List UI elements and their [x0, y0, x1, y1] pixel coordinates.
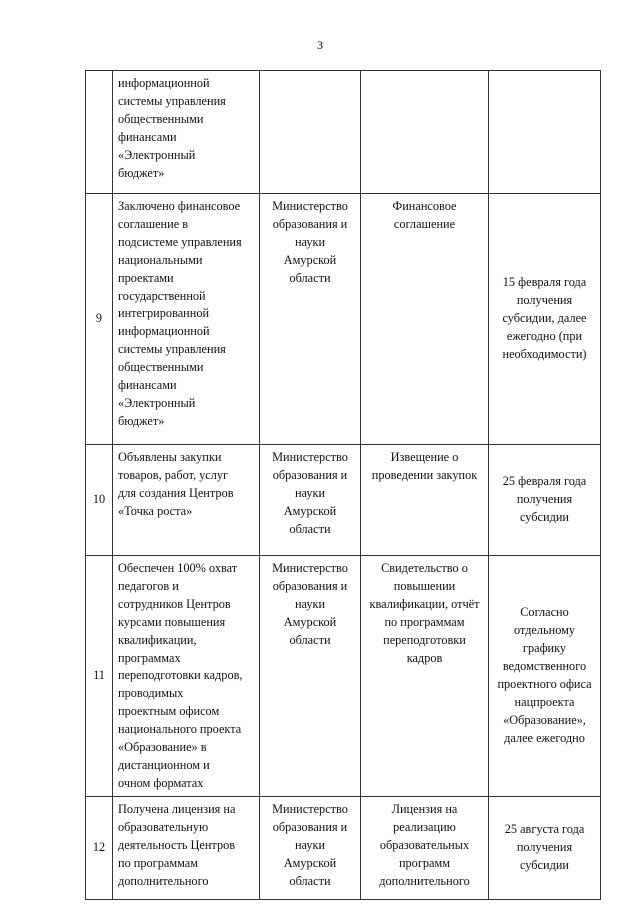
text-line: Амурской: [283, 855, 337, 870]
text-line: информационной: [118, 76, 210, 90]
text-line: получения: [516, 840, 573, 855]
row-number: 11: [93, 668, 105, 683]
text-line: квалификации, отчёт: [369, 596, 480, 611]
text-line: Министерство: [272, 561, 348, 575]
row-number-cell: [86, 445, 113, 556]
event-description-cell: [113, 556, 260, 797]
text-line: бюджет»: [118, 413, 165, 428]
text-line: Согласно: [520, 605, 569, 620]
text-line: области: [289, 873, 331, 888]
table-row: [86, 71, 601, 194]
page-number: 3: [317, 38, 323, 52]
text-line: науки: [294, 234, 326, 249]
text-line: квалификации,: [118, 632, 197, 647]
text-line: проводимых: [118, 686, 184, 701]
text-line: Объявлены закупки: [118, 450, 222, 464]
text-line: необходимости): [502, 346, 587, 361]
responsible-party-cell: [260, 556, 361, 797]
text-line: Лицензия на: [391, 802, 458, 816]
text-line: нацпроекта: [514, 694, 575, 709]
deadline-cell: [489, 194, 601, 445]
text-line: финансами: [118, 129, 177, 144]
plan-table: [85, 70, 601, 900]
text-line: 25 февраля года: [502, 474, 587, 489]
text-line: образовательных: [379, 837, 470, 852]
text-line: области: [289, 270, 331, 285]
text-line: «Электронный: [118, 147, 196, 162]
text-line: товаров, работ, услуг: [118, 467, 229, 482]
text-line: ведомственного: [502, 659, 587, 674]
text-line: проектным офисом: [118, 704, 220, 719]
text-line: сотрудников Центров: [118, 596, 231, 611]
text-line: «Электронный: [118, 395, 196, 410]
text-line: субсидии: [520, 857, 569, 872]
text-line: очном форматах: [118, 775, 204, 790]
responsible-party-cell: [260, 797, 361, 900]
text-line: Свидетельство о: [381, 561, 468, 575]
text-line: информационной: [118, 324, 210, 339]
row-number: 12: [92, 840, 106, 855]
text-line: системы управления: [118, 93, 226, 108]
text-line: Амурской: [283, 503, 337, 518]
text-line: «Образование»,: [503, 712, 586, 727]
text-line: национальными: [118, 252, 203, 267]
text-line: общественными: [118, 360, 204, 375]
text-line: курсами повышения: [118, 614, 226, 629]
text-line: Получена лицензия на: [118, 802, 236, 816]
text-line: подсистеме управления: [118, 234, 242, 249]
document-type-cell: [361, 556, 489, 797]
text-line: соглашение в: [118, 216, 189, 231]
text-line: общественными: [118, 111, 204, 126]
text-line: программах: [118, 650, 181, 665]
row-number-cell: [86, 797, 113, 900]
deadline-cell: [489, 445, 601, 556]
text-line: проведении закупок: [371, 467, 478, 482]
responsible-party-cell: [260, 445, 361, 556]
text-line: отдельному: [513, 623, 576, 638]
text-line: области: [289, 521, 331, 536]
text-line: Министерство: [272, 802, 348, 816]
table-row: [86, 797, 601, 900]
text-line: программ: [398, 855, 451, 870]
text-line: Финансовое: [392, 199, 457, 213]
deadline-cell: [489, 797, 601, 900]
text-line: для создания Центров: [118, 485, 234, 500]
deadline-cell: [489, 71, 601, 194]
document-type-cell: [361, 71, 489, 194]
row-number: 10: [92, 492, 106, 507]
text-line: Министерство: [272, 199, 348, 213]
text-line: образования и: [272, 819, 348, 834]
text-line: 15 февраля года: [502, 275, 587, 290]
text-line: образовательную: [118, 819, 209, 834]
text-line: Заключено финансовое: [118, 199, 241, 213]
text-line: финансами: [118, 378, 177, 393]
document-type-cell: [361, 445, 489, 556]
text-line: кадров: [406, 650, 443, 665]
text-line: деятельность Центров: [118, 837, 236, 852]
text-line: графику: [522, 641, 567, 656]
text-line: переподготовки: [383, 632, 466, 647]
text-line: государственной: [118, 288, 206, 303]
text-line: науки: [294, 485, 326, 500]
event-description-cell: [113, 194, 260, 445]
text-line: науки: [294, 596, 326, 611]
text-line: по программам: [384, 614, 465, 629]
text-line: «Образование» в: [118, 740, 207, 755]
event-description-cell: [113, 797, 260, 900]
text-line: далее ежегодно: [504, 730, 585, 745]
text-line: науки: [294, 837, 326, 852]
text-line: бюджет»: [118, 165, 165, 180]
text-line: образования и: [272, 216, 348, 231]
table-row: [86, 445, 601, 556]
table-row: [86, 556, 601, 797]
text-line: Министерство: [272, 450, 348, 464]
text-line: педагогов и: [118, 578, 179, 593]
responsible-party-cell: [260, 194, 361, 445]
text-line: Обеспечен 100% охват: [118, 561, 238, 575]
text-line: 25 августа года: [504, 822, 585, 837]
row-number-cell: [86, 556, 113, 797]
row-number-cell: [86, 71, 113, 194]
row-number: 9: [95, 311, 103, 326]
text-line: интегрированной: [118, 306, 210, 321]
event-description-cell: [113, 445, 260, 556]
text-line: дистанционном и: [118, 757, 210, 772]
text-line: получения: [516, 293, 573, 308]
document-type-cell: [361, 194, 489, 445]
text-line: образования и: [272, 467, 348, 482]
text-line: Амурской: [283, 614, 337, 629]
text-line: области: [289, 632, 331, 647]
text-line: субсидии: [520, 509, 569, 524]
deadline-cell: [489, 556, 601, 797]
text-line: субсидии, далее: [502, 311, 587, 326]
text-line: повышении: [393, 578, 456, 593]
text-line: переподготовки кадров,: [118, 668, 243, 683]
text-line: Извещение о: [390, 450, 459, 464]
text-line: национального проекта: [118, 722, 242, 737]
text-line: проектного офиса: [497, 677, 592, 691]
text-line: соглашение: [393, 216, 456, 231]
text-line: проектами: [118, 270, 174, 285]
text-line: ежегодно (при: [506, 328, 583, 343]
text-line: образования и: [272, 578, 348, 593]
text-line: дополнительного: [118, 873, 209, 888]
text-line: системы управления: [118, 342, 226, 357]
text-line: «Точка роста»: [118, 503, 193, 518]
text-line: по программам: [118, 855, 199, 870]
text-line: Амурской: [283, 252, 337, 267]
table-row: [86, 194, 601, 445]
event-description-cell: [113, 71, 260, 194]
text-line: реализацию: [393, 819, 456, 834]
text-line: получения: [516, 492, 573, 507]
row-number-cell: [86, 194, 113, 445]
document-type-cell: [361, 797, 489, 900]
text-line: дополнительного: [379, 873, 470, 888]
responsible-party-cell: [260, 71, 361, 194]
